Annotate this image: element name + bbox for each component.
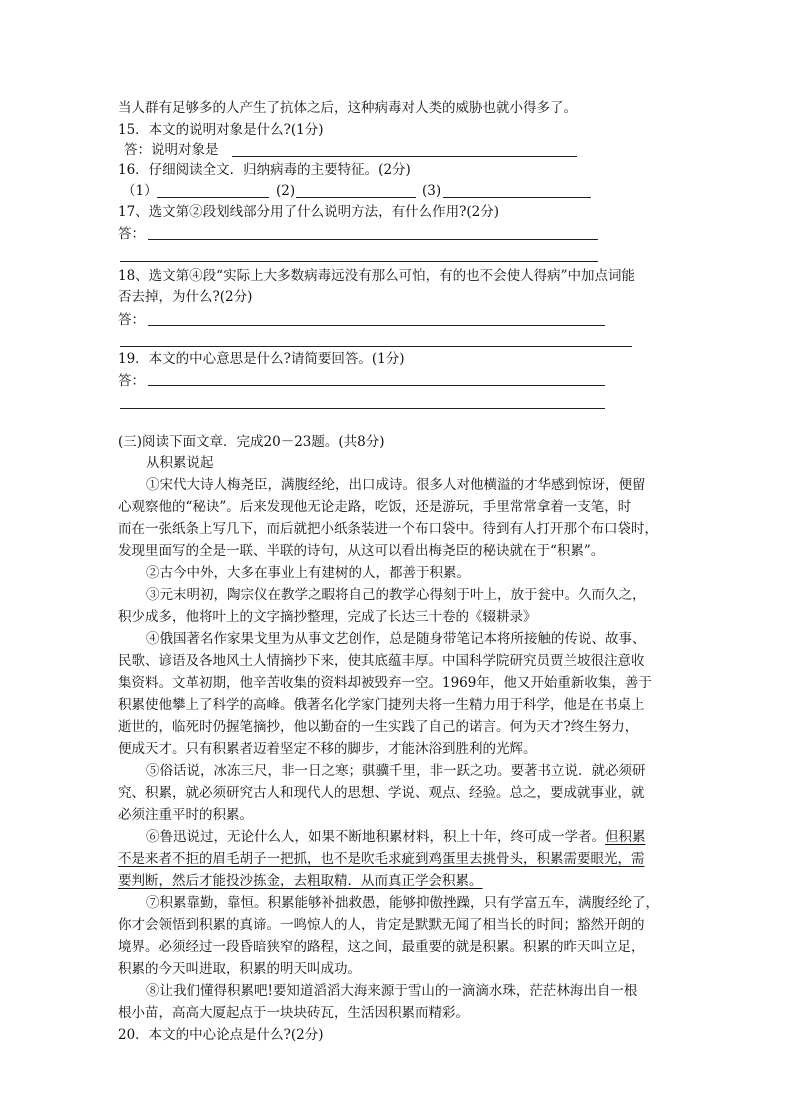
question-15: 15．本文的说明对象是什么?(1分) <box>118 122 324 138</box>
paragraph-line: 你才会领悟到积累的真谛。一鸣惊人的人，肯定是默默无闻了相当长的时间；豁然开朗的 <box>118 917 645 933</box>
paragraph-line: ①宋代大诗人梅尧臣，满腹经纶，出口成诗。很多人对他横溢的才华感到惊讶，便留 <box>146 477 646 493</box>
p6-normal-text: ⑥鲁迅说过，无论什么人，如果不断地积累材料，积上十年，终可成一学者。 <box>146 829 605 845</box>
paragraph-line: 积累的今天叫进取，积累的明天叫成功。 <box>118 961 361 977</box>
paragraph-line: 集资料。文革初期，他辛苦收集的资料却被毁弃一空。1969年，他又开始重新收集，善于 <box>118 675 652 691</box>
paragraph-line: ⑦积累靠勤，靠恒。积累能够补拙救愚，能够抑傲挫躁，只有学富五车，满腹经纶了， <box>146 895 659 911</box>
q15-answer-label: 答：说明对象是 <box>124 142 219 158</box>
paragraph-line: 积累使他攀上了科学的高峰。俄著名化学家门捷列夫将一生精力用于科学，他是在书桌上 <box>118 697 645 713</box>
q18-answer-line1[interactable] <box>148 325 605 326</box>
passage-ending-line: 当人群有足够多的人产生了抗体之后，这种病毒对人类的威胁也就小得多了。 <box>118 100 577 116</box>
q16-blank2-label: (2) <box>276 183 296 199</box>
q16-blank3[interactable] <box>443 197 591 198</box>
paragraph-6-line1 <box>146 826 673 848</box>
q15-answer-blank[interactable] <box>232 156 577 157</box>
paragraph-line: ⑤俗话说，冰冻三尺，非一日之寒；骐骥千里，非一跃之功。要著书立说．就必须研 <box>146 763 646 779</box>
q18-answer-label: 答： <box>118 312 145 328</box>
q19-answer-label: 答： <box>118 373 145 389</box>
paragraph-line: 究、积累，就必须研究古人和现代人的思想、学说、观点、经验。总之，要成就事业，就 <box>118 785 645 801</box>
paragraph-line: 必须注重平时的积累。 <box>118 807 253 823</box>
paragraph-line: 便成天才。只有积累者迈着坚定不移的脚步，才能沐浴到胜利的光辉。 <box>118 741 537 757</box>
paragraph-line: 根小苗，高高大厦起点于一块块砖瓦，生活因积累而精彩。 <box>118 1005 469 1021</box>
q16-blank3-label: (3) <box>422 183 442 199</box>
question-18-line1: 18、选文第④段“实际上大多数病毒远没有那么可怕，有的也不会使人得病”中加点词能 <box>118 268 635 284</box>
article-title: 从积累说起 <box>146 455 214 471</box>
paragraph-6-line2 <box>118 848 673 870</box>
q19-answer-line1[interactable] <box>148 385 605 386</box>
section-3-heading: (三)阅读下面文章．完成20－23题。(共8分) <box>118 434 385 450</box>
paragraph-line: 发现里面写的全是一联、半联的诗句，从这可以看出梅尧臣的秘诀就在于“积累”。 <box>118 543 605 559</box>
q16-blank1[interactable] <box>157 197 269 198</box>
question-17: 17、选文第②段划线部分用了什么说明方法，有什么作用?(2分) <box>118 204 500 220</box>
paragraph-line: ⑧让我们懂得积累吧!要知道滔滔大海来源于雪山的一滴滴水珠，茫茫林海出自一根 <box>146 983 638 999</box>
question-19: 19．本文的中心意思是什么?请简要回答。(1分) <box>118 351 405 367</box>
question-16: 16．仔细阅读全文．归纳病毒的主要特征。(2分) <box>118 162 411 178</box>
p6-underlined-text: 但积累 <box>605 829 646 845</box>
paragraph-line: 积少成多，他将叶上的文字摘抄整理，完成了长达三十卷的《辍耕录》 <box>118 609 537 625</box>
q19-answer-line2[interactable] <box>120 408 605 409</box>
paragraph-line: 境界。必须经过一段昏暗狭窄的路程，这之间，最重要的就是积累。积累的昨天叫立足， <box>118 939 645 955</box>
paragraph-line: 而在一张纸条上写几下，而后就把小纸条装进一个布口袋中。待到有人打开那个布口袋时， <box>118 521 658 537</box>
question-18-line2: 否去掉，为什么?(2分) <box>118 289 253 305</box>
paragraph-6-line3 <box>118 870 673 892</box>
paragraph-line: ④俄国著名作家果戈里为从事文艺创作，总是随身带笔记本将所接触的传说、故事、 <box>146 631 646 647</box>
p6-underlined-text: 要判断，然后才能投沙拣金，去粗取精．从而真正学会积累。 <box>118 873 483 889</box>
paragraph-line: ③元末明初，陶宗仪在教学之暇将自己的教学心得刻于叶上，放于瓮中。久而久之， <box>146 587 646 603</box>
paragraph-line: 民歌、谚语及各地风土人情摘抄下来，使其底蕴丰厚。中国科学院研究员贾兰坡很注意收 <box>118 653 645 669</box>
q17-answer-label: 答： <box>118 226 145 242</box>
q17-answer-line2[interactable] <box>120 261 598 262</box>
paragraph-line: 逝世的，临死时仍握笔摘抄，他以勤奋的一生实践了自己的诺言。何为天才?终生努力， <box>118 719 639 735</box>
q16-blank1-label: （1） <box>122 183 158 199</box>
question-20: 20．本文的中心论点是什么?(2分) <box>118 1027 324 1043</box>
paragraph-line: ②古今中外，大多在事业上有建树的人，都善于积累。 <box>146 565 470 581</box>
q18-answer-line2[interactable] <box>120 346 632 347</box>
q17-answer-line1[interactable] <box>148 239 598 240</box>
paragraph-line: 心观察他的“秘诀”。后来发现他无论走路，吃饭，还是游玩，手里常常拿着一支笔，时 <box>118 499 632 515</box>
p6-underlined-text: 不是来者不拒的眉毛胡子一把抓，也不是吹毛求疵到鸡蛋里去挑骨头，积累需要眼光，需 <box>118 851 645 867</box>
q16-blank2[interactable] <box>296 197 416 198</box>
